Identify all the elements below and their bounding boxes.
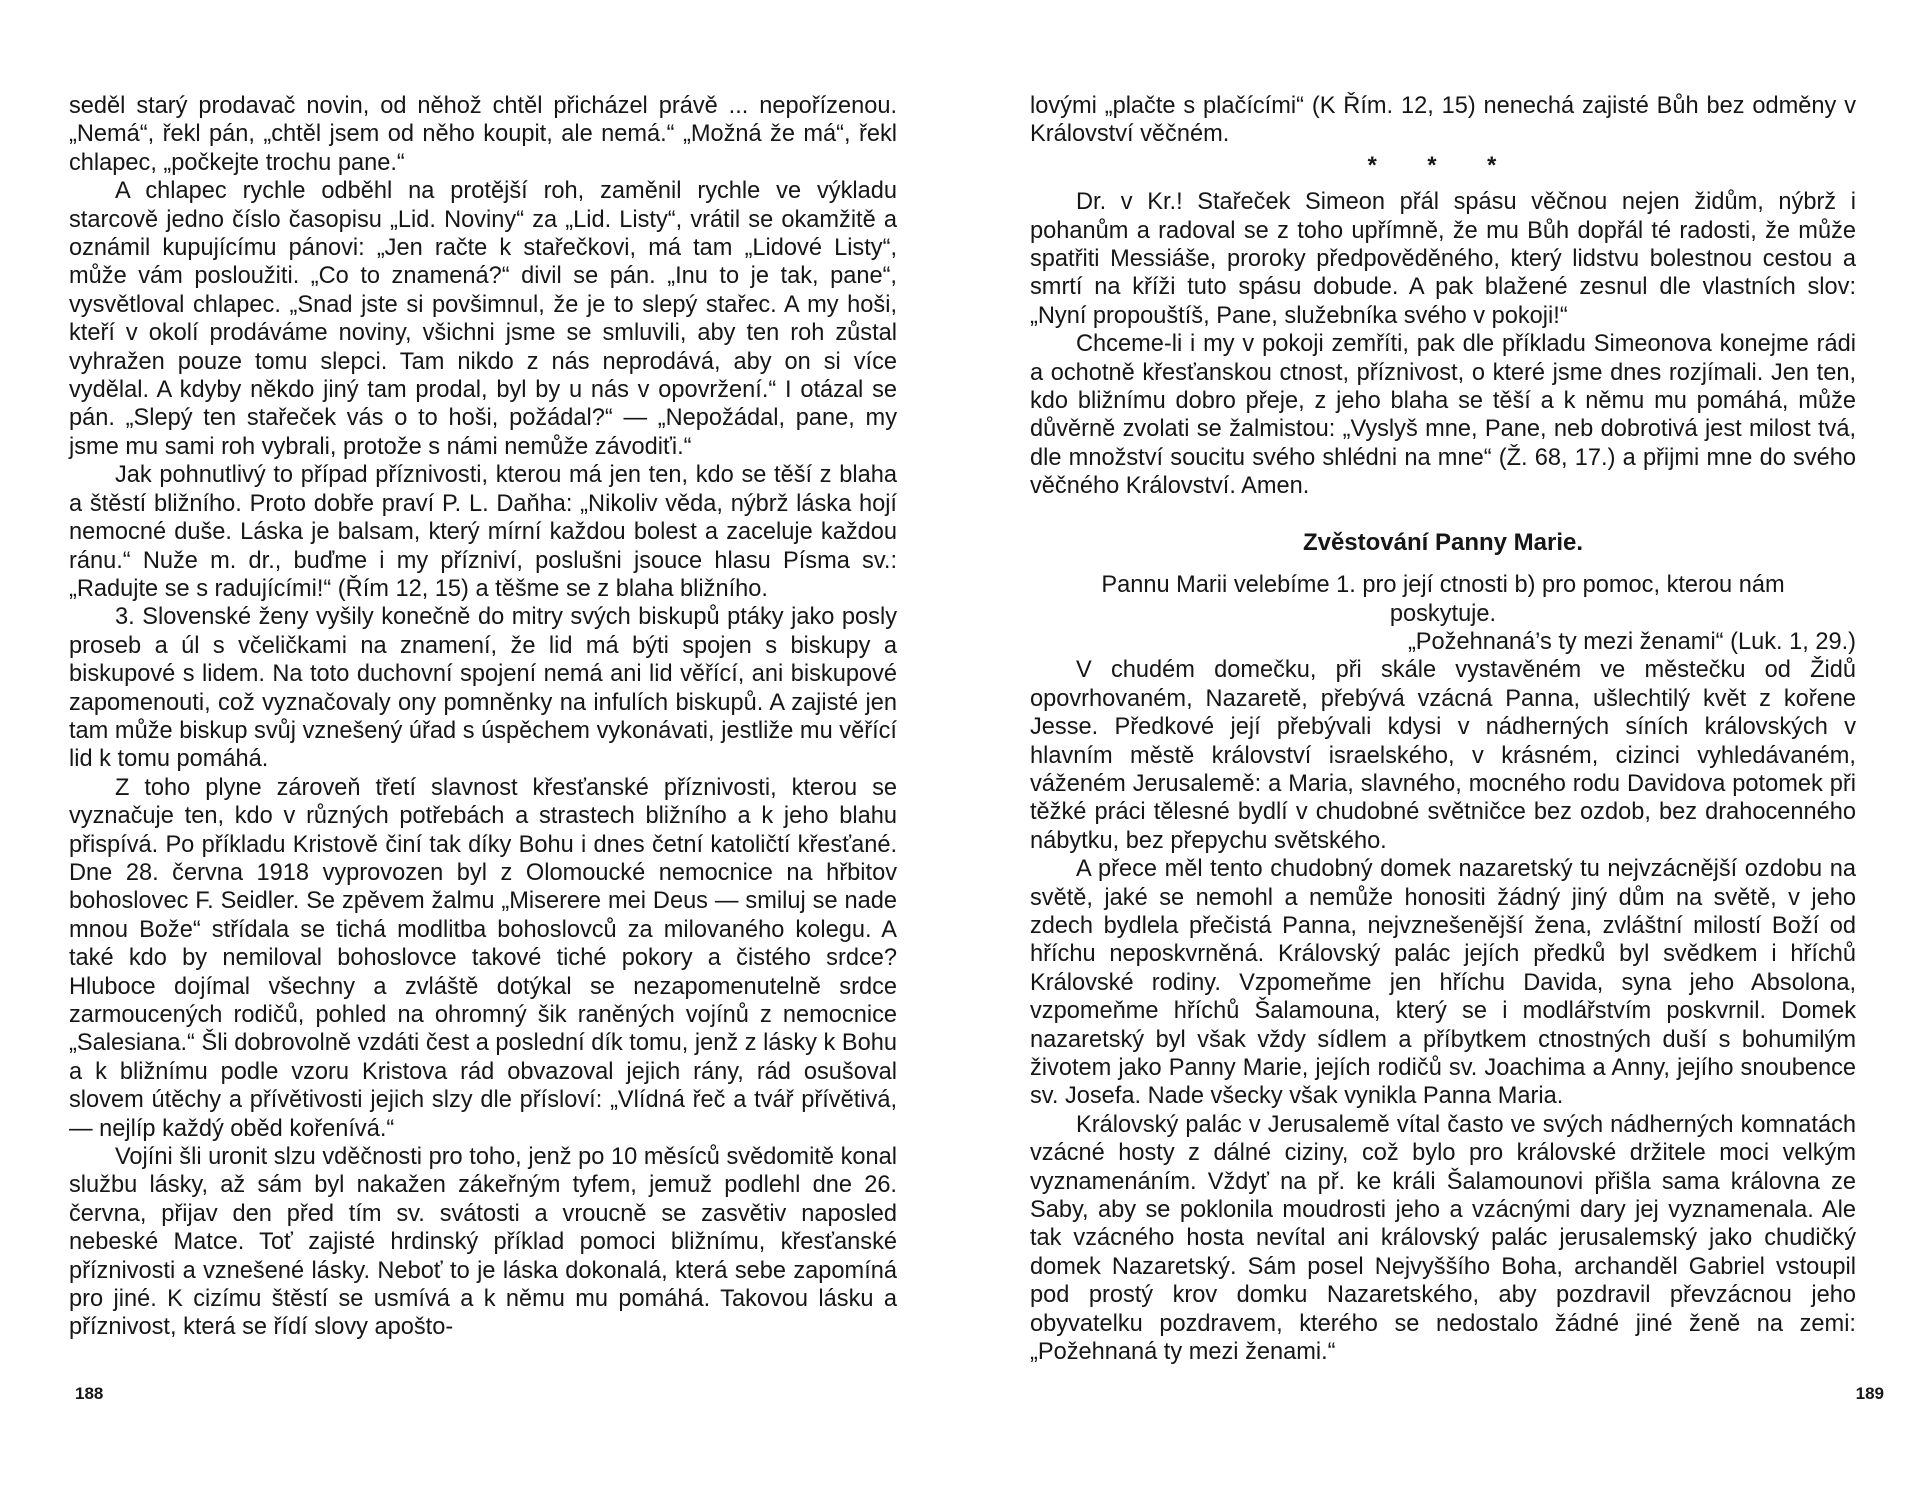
section-heading: Zvěstování Panny Marie.: [1302, 528, 1584, 556]
paragraph: 3. Slovenské ženy vyšily konečně do mitry svých biskupů ptáky jako posly proseb a úl s včeličkami na znamení, že lid má býti spojen s biskupy a biskupové s lidem. Na toto duchovní spojení nemá ani lid věřící, ani biskupové zapomenouti, což vyznačovaly ony pomněnky na infulích biskupů. A zajisté jen tam může biskup svůj vznešený úřad s úspěchem vykonávati, jestliže mu věřící lid k tomu pomáhá.: [69, 604, 897, 773]
right-page-text: [1030, 92, 1856, 1366]
paragraph: seděl starý prodavač novin, od něhož chtěl přicházel právě ... nepořízenou. „Nemá“, řekl pán, „chtěl jsem od něho koupit, ale nemá.“ „Možná že má“, řekl chlapec, „počkejte trochu pane.“: [69, 93, 897, 176]
paragraph: Chceme-li i my v pokoji zemříti, pak dle příkladu Simeonova konejme rádi a ochotně křesťanskou ctnost, příznivost, o které jsme dnes rozjímali. Jen ten, kdo bližnímu dobro přeje, z jeho blaha se těší a k němu mu pomáhá, může důvěrně zvolati se žalmistou: „Vyslyš mne, Pane, neb dobrotivá jest milost tvá, dle množství soucitu svého shlédni na mne“ (Ž. 68, 17.) a přijmi mne do svého věčného Království. Amen.: [1030, 331, 1856, 500]
paragraph: Vojíni šli uronit slzu vděčnosti pro toho, jenž po 10 měsíců svědomitě konal službu lásky, až sám byl nakažen zákeřným tyfem, jemuž podlehl dne 26. června, přijav den před tím sv. svátosti a vroucně se zasvětiv naposled nebeské Matce. Toť zajisté hrdinský příklad pomoci bližnímu, křesťanské příznivosti a vznešené lásky. Neboť to je láska dokonalá, která sebe zapomíná pro jiné. K cizímu štěstí se usmívá a k němu mu pomáhá. Takovou lásku a příznivost, která se řídí slovy apošto-: [69, 1144, 897, 1341]
paragraph: A chlapec rychle odběhl na protější roh, zaměnil rychle ve výkladu starcově jedno číslo časopisu „Lid. Noviny“ za „Lid. Listy“, vrátil se okamžitě a oznámil kupujícímu pánovi: „Jen račte k stařečkovi, má tam „Lidové Listy“, může vám posloužiti. „Co to znamená?“ divil se pán. „Inu to je tak, pane“, vysvětloval chlapec. „Snad jste si povšimnul, že je to slepý stařec. A my hoši, kteří v okolí prodáváme noviny, všichni jsme se smluvili, aby ten roh zůstal vyhražen pouze tomu slepci. Tam nikdo z nás neprodává, aby on si více vydělal. A kdyby někdo jiný tam prodal, byl by u nás v opovržení.“ I otázal se pán. „Slepý ten stařeček vás o to hoši, požádal?“ — „Nepožádal, pane, my jsme mu sami roh vybrali, protože s námi nemůže závodiťi.“: [69, 178, 897, 460]
paragraph: Z toho plyne zároveň třetí slavnost křesťanské příznivosti, kterou se vyznačuje ten, kdo v různých potřebách a strastech bližního a k jeho blahu přispívá. Po příkladu Kristově činí tak díky Bohu i dnes četní katoličtí křesťané. Dne 28. června 1918 vyprovozen byl z Olomoucké nemocnice na hřbitov bohoslovec F. Seidler. Se zpěvem žalmu „Miserere mei Deus — smiluj se nade mnou Bože“ střídala se tichá modlitba bohoslovců za milovaného kolegu. A také kdo by nemiloval bohoslovce takové tiché pokory a čistého srdce? Hluboce dojímal všechny a zvláště dotýkal se nezapomenutelně srdce zarmoucených rodičů, pohled na ohromný šik raněných vojínů z nemocnice „Salesiana.“ Šli dobrovolně vzdáti čest a poslední dík tomu, jenž z lásky k Bohu a k bližnímu podle vzoru Kristova rád obvazoval jejich rány, rád osušoval slovem útěchy a přívětivosti jejich slzy dle přísloví: „Vlídná řeč a tvář přívětivá, — nejlíp každý oběd kořenívá.“: [69, 774, 897, 1142]
left-page-text: [69, 92, 897, 1342]
paragraph: V chudém domečku, při skále vystavěném ve městečku od Židů opovrhovaném, Nazaretě, přebývá vzácná Panna, ušlechtilý květ z kořene Jesse. Předkové její přebývali kdysi v nádherných síních královských v hlavním městě království israelského, v krásném, cizinci vyhledávaném, váženém Jerusalemě: a Maria, slavného, mocného rodu Davidova potomek při těžké práci tělesné bydlí v chudobné světničce bez ozdob, bez drahocenného nábytku, bez přepychu světského.: [1030, 657, 1856, 854]
paragraph: A přece měl tento chudobný domek nazaretský tu nejvzácnější ozdobu na světě, jaké se nemohl a nemůže honositi žádný jiný dům na světě, v jeho zdech bydlela přečistá Panna, nejvznešenější žena, zvláštní milostí Boží od hříchu neposkvrněná. Královský palác jejích předků byl svědkem i hříchů Královské rodiny. Vzpomeňme jen hříchu Davida, syna jeho Absolona, vzpomeňme hříchů Šalamouna, který se i modlářstvím poskvrnil. Domek nazaretský byl však vždy sídlem a příbytkem ctnostných duší s bohumilým životem jako Panny Marie, jejích rodičů sv. Joachima a Anny, jejího snoubence sv. Josefa. Nade všecky však vynikla Panna Maria.: [1030, 856, 1856, 1110]
page-number-right: 189: [1855, 1384, 1884, 1403]
paragraph: Královský palác v Jerusalemě vítal často ve svých nádherných komnatách vzácné hosty z dálné ciziny, což bylo pro královské držitele moci velkým vyznamenáním. Vždyť na př. ke králi Šalamounovi přišla sama královna ze Saby, aby se poklonila moudrosti jeho a vzácnými dary jej vyznamenala. Ale tak vzácného hosta nevítal ani královský palác jerusalemský jako chudičký domek Nazaretský. Sám posel Nejvyššího Boha, archanděl Gabriel vstoupil pod prostý krov domku Nazaretského, aby pozdravil převzácnou jeho obyvatelku pozdravem, kterého se nedostalo žádné jiné ženě na zemi: „Požehnaná ty mezi ženami.“: [1030, 1111, 1856, 1366]
paragraph: Dr. v Kr.! Stařeček Simeon přál spásu věčnou nejen židům, nýbrž i pohanům a radoval se z toho upřímně, že mu Bůh dopřál té radosti, že může spatřiti Messiáše, proroky předpověděného, který lidstvu bolestnou cestou a smrtí na kříži tuto spásu dobude. A pak blažené zesnul dle vlastních slov: „Nyní propouštíš, Pane, služebníka svého v pokoji!“: [1030, 189, 1856, 329]
paragraph: lovými „plačte s plačícími“ (K Řím. 12, 15) nenechá zajisté Bůh bez odměny v Království věčném.: [1030, 93, 1856, 148]
section-subtitle: Pannu Marii velebíme 1. pro její ctnosti b) pro pomoc, kterou nám poskytuje.: [1101, 572, 1785, 627]
paragraph: Jak pohnutlivý to případ příznivosti, kterou má jen ten, kdo se těší z blaha a štěstí bližního. Proto dobře praví P. L. Daňha: „Nikoliv věda, nýbrž láska hojí nemocné duše. Láska je balsam, který mírní každou bolest a zaceluje každou ránu.“ Nuže m. dr., buďme i my přízniví, poslušni jsouce hlasu Písma sv.: „Radujte se s radujícími!“ (Řím 12, 15) a těšme se z blaha bližního.: [69, 462, 897, 602]
right-page: [959, 0, 1918, 1500]
bible-quote-motto: „Požehnaná’s ty mezi ženami“ (Luk. 1, 29.): [1407, 628, 1856, 655]
page-number-left: 188: [75, 1384, 104, 1403]
section-separator: * * *: [1367, 152, 1519, 179]
